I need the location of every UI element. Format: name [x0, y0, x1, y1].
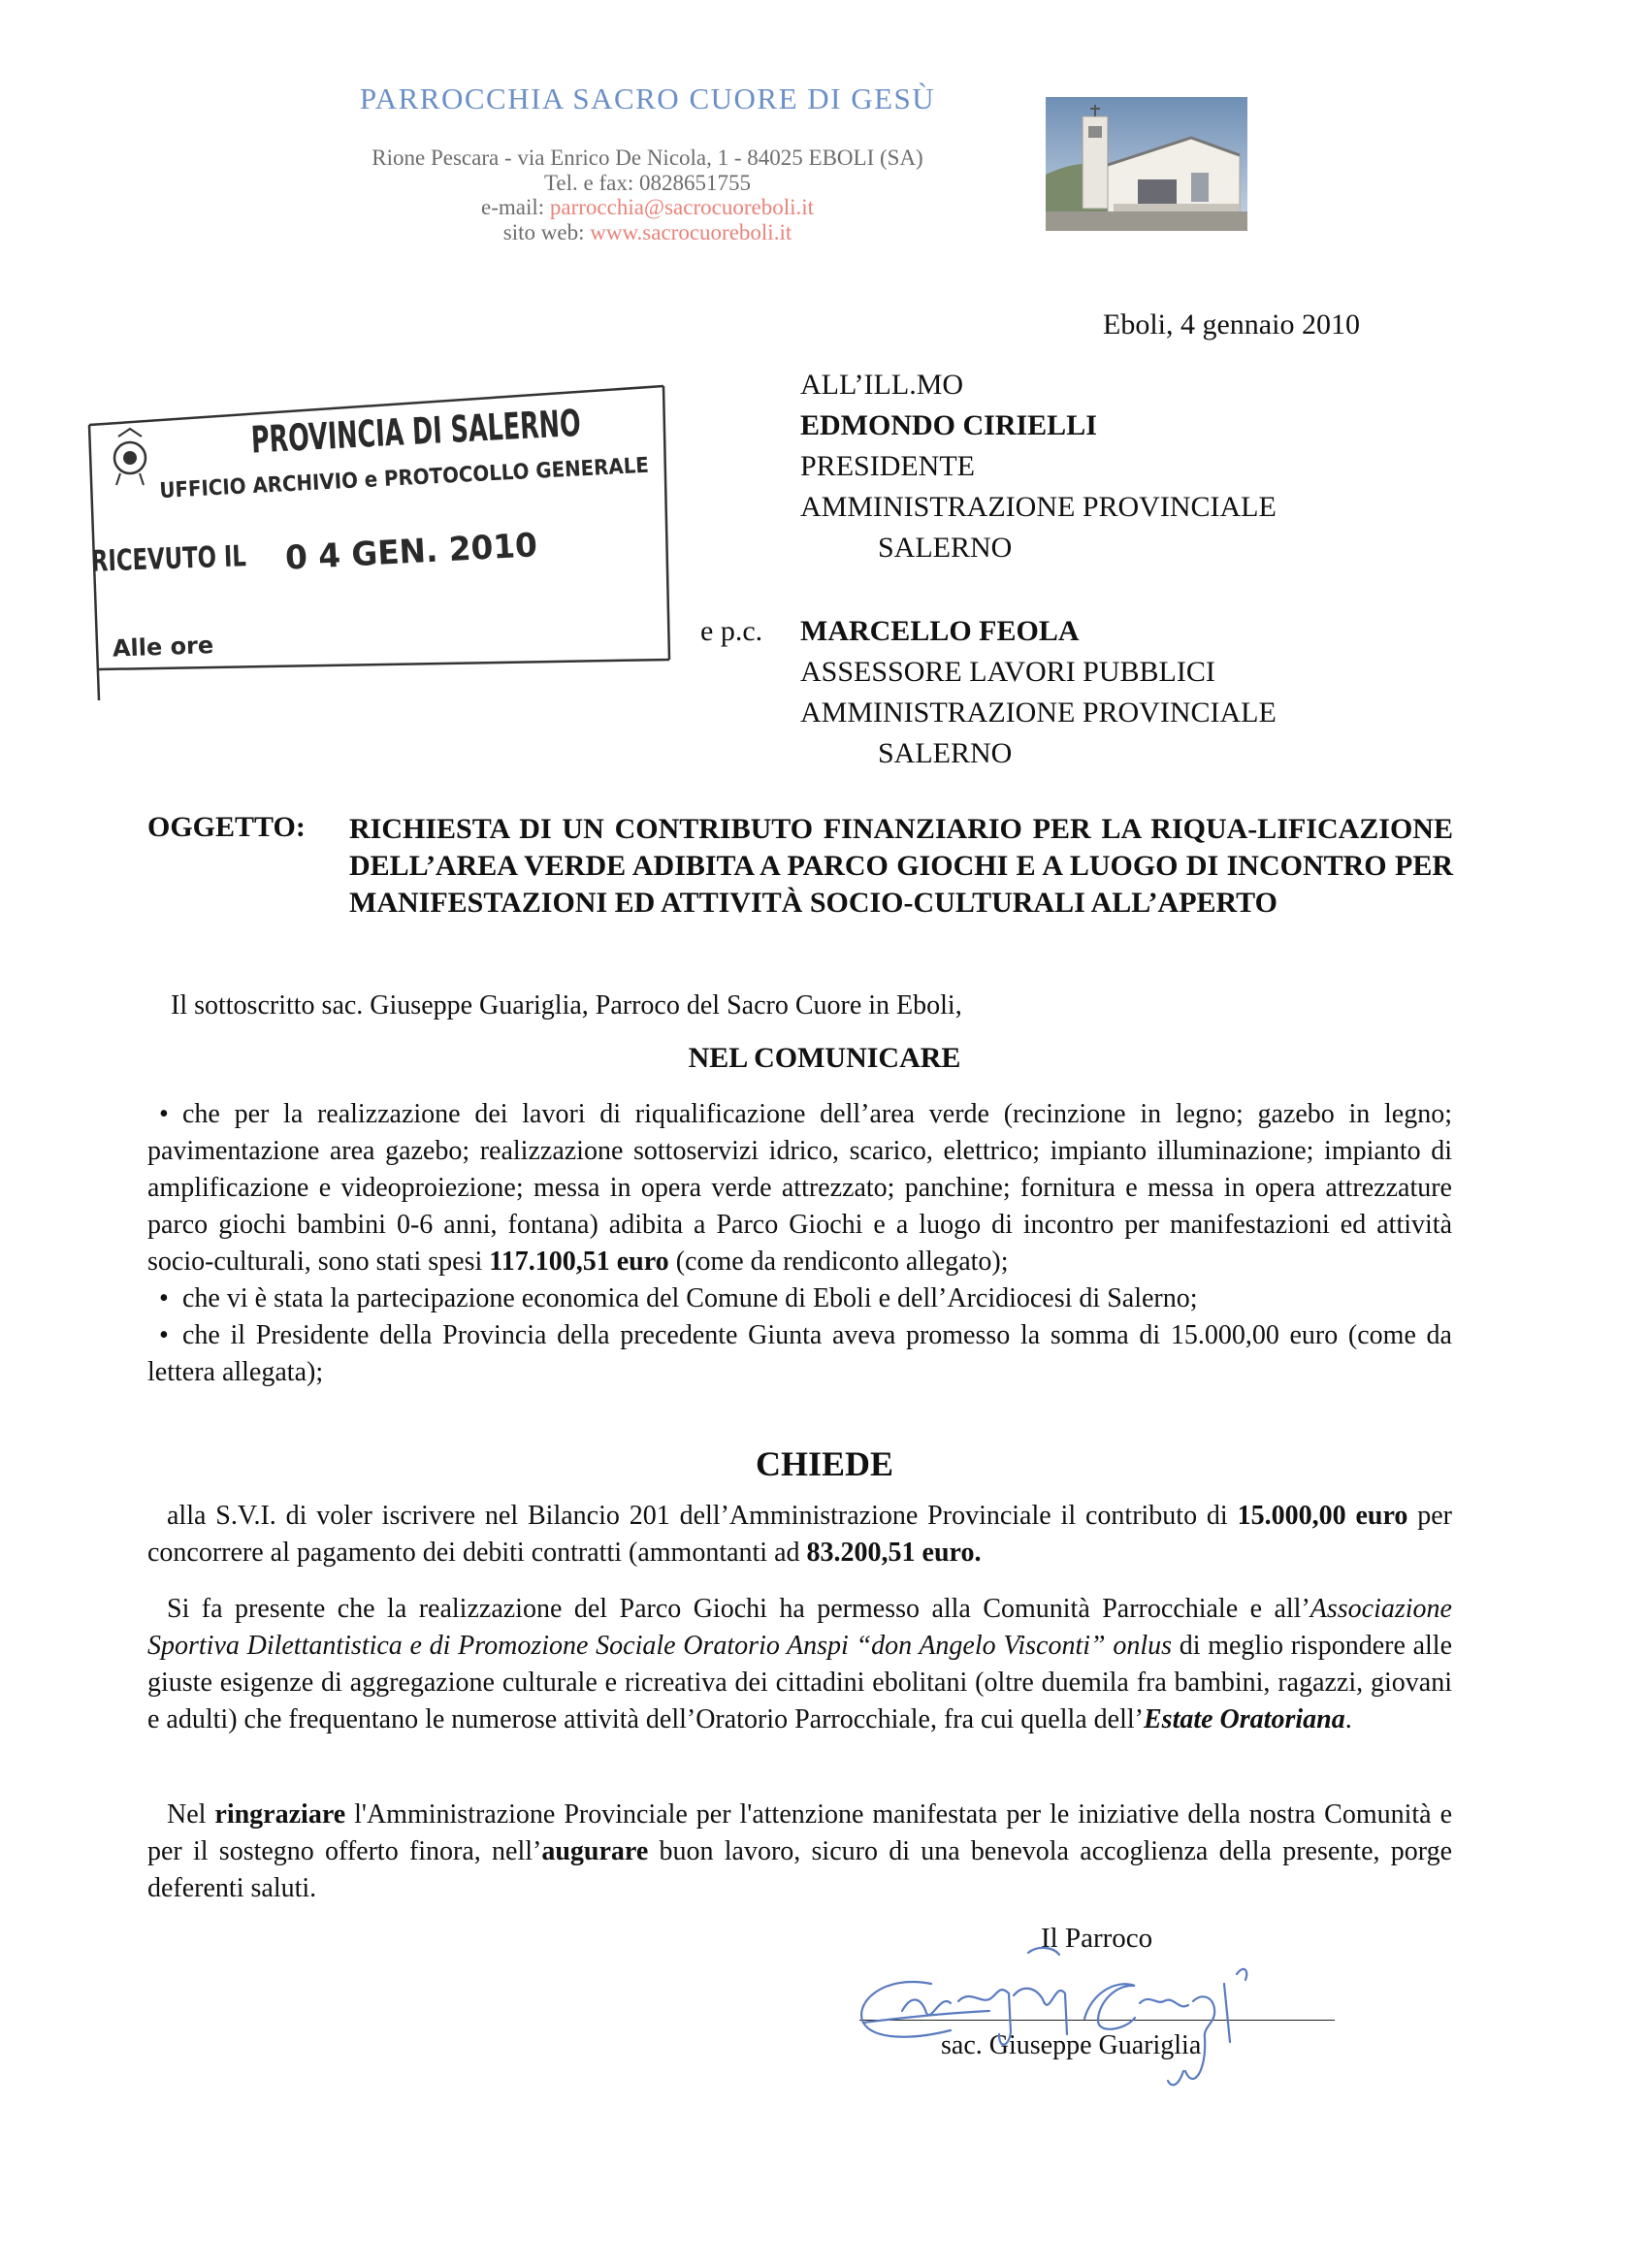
debt-amount: 83.200,51 euro.: [806, 1538, 982, 1568]
stamp-received-label: RICEVUTO IL: [90, 537, 297, 579]
heading-nel-comunicare: NEL COMUNICARE: [688, 1042, 961, 1074]
cc-block: [800, 611, 1277, 774]
recipient-block: [800, 365, 1277, 568]
paragraph-oratorio: [147, 1591, 1452, 1738]
estate-oratoriana: Estate Oratoriana: [1144, 1704, 1345, 1734]
signature-name: sac. Giuseppe Guariglia: [941, 2030, 1202, 2060]
handwritten-signature: [844, 1926, 1348, 2095]
para2-text-1: Si fa presente che la realizzazione del Parco Giochi ha permesso alla Comunità Parrocchiale e all’: [167, 1594, 1310, 1624]
parish-phone: Tel. e fax: 0828651755: [543, 171, 751, 195]
para3-bold-2: augurare: [541, 1836, 649, 1866]
web-link[interactable]: www.sacrocuoreboli.it: [590, 220, 792, 244]
bullet-2-text: che vi è stata la partecipazione economica del Comune di Eboli e dell’Arcidiocesi di Salerno;: [182, 1283, 1198, 1313]
heading-chiede: CHIEDE: [755, 1444, 894, 1483]
bullet-3-text: che il Presidente della Provincia della precedente Giunta aveva promesso la somma di 15.000,00 euro (come da lettera allegata);: [147, 1320, 1452, 1387]
cc-city: SALERNO: [878, 737, 1013, 769]
recipient-salutation: ALL’ILL.MO: [800, 369, 964, 401]
recipient-org: AMMINISTRAZIONE PROVINCIALE: [800, 491, 1277, 523]
recipient-name: EDMONDO CIRIELLI: [800, 409, 1097, 441]
recipient-role: PRESIDENTE: [800, 450, 975, 482]
recipient-city: SALERNO: [878, 532, 1013, 564]
para3-text-1: Nel: [167, 1799, 215, 1830]
bullet-1-amount: 117.100,51 euro: [489, 1247, 669, 1277]
request-paragraph: [147, 1498, 1452, 1571]
subject-text: RICHIESTA DI UN CONTRIBUTO FINANZIARIO PER LA RIQUA-LIFICAZIONE DELL’AREA VERDE ADIBITA A PARCO GIOCHI E A LUOGO DI INCONTRO PER MANIFESTAZIONI ED ATTIVITÀ SOCIO-CULTURALI ALL’APERTO: [349, 813, 1453, 919]
association-name: Associazione Sportiva Dilettantistica e di Promozione Sociale Oratorio Anspi “don Angelo Visconti” onlus: [147, 1594, 1452, 1661]
list-item: [147, 1280, 1452, 1317]
provincia-crest-icon: [114, 429, 146, 485]
parish-name: PARROCCHIA SACRO CUORE DI GESÙ: [359, 81, 936, 115]
para2-text-2: di meglio rispondere alle giuste esigenze di aggregazione culturale e ricreativa dei cittadini ebolitani (oltre duemila fra bambini, ragazzi, giovani e adulti) che frequentano le numerose attività dell’Oratorio Parrocchiale, fra cui quella dell’: [147, 1631, 1453, 1734]
para2-text-3: .: [1344, 1704, 1352, 1734]
request-text-1: alla S.V.I. di voler iscrivere nel Bilancio 201 dell’Amministrazione Provinciale il contributo di: [167, 1501, 1238, 1531]
cc-name: MARCELLO FEOLA: [800, 615, 1080, 647]
list-item: [147, 1096, 1452, 1280]
stamp-hour-label: Alle ore: [112, 632, 214, 663]
web-label: sito web:: [502, 220, 591, 244]
para3-text-2: l'Amministrazione Provinciale per l'attenzione manifestata per le iniziative della nostra Comunità e per il sostegno offerto finora, nell’: [147, 1799, 1453, 1866]
request-amount: 15.000,00 euro: [1237, 1501, 1408, 1531]
bullet-icon: •: [159, 1320, 169, 1350]
list-item: [147, 1317, 1452, 1391]
cc-role: ASSESSORE LAVORI PUBBLICI: [800, 656, 1215, 688]
para3-text-3: buon lavoro, sicuro di una benevola accoglienza della presente, porge deferenti saluti.: [147, 1836, 1452, 1903]
para3-bold-1: ringraziare: [214, 1799, 346, 1830]
church-photo: [1046, 97, 1247, 231]
signature-title: Il Parroco: [1041, 1923, 1153, 1954]
subject-label: OGGETTO:: [147, 811, 306, 843]
paragraph-closing: [147, 1797, 1452, 1907]
bullet-icon: •: [159, 1283, 169, 1313]
bullet-icon: •: [159, 1099, 169, 1129]
parish-address: Rione Pescara - via Enrico De Nicola, 1 - 84025 EBOLI (SA): [372, 146, 923, 170]
email-link[interactable]: parrocchia@sacrocuoreboli.it: [549, 195, 815, 219]
bullet-1-tail: (come da rendiconto allegato);: [668, 1247, 1009, 1277]
stamp-received-date: 0 4 GEN. 2010: [284, 525, 548, 578]
email-label: e-mail:: [480, 195, 550, 219]
bullet-1-text: che per la realizzazione dei lavori di riqualificazione dell’area verde (recinzione in legno; gazebo in legno; pavimentazione area gazebo; realizzazione sottoservizi idrico, scarico, elettrico; impianto illuminazione; impianto di amplificazione e videoproiezione; messa in opera verde attrezzato; panchine; fornitura e messa in opera attrezzature parco giochi bambini 0-6 anni, fontana) adibita a Parco Giochi e a luogo di incontro per manifestazioni ed attività socio-culturali, sono stati spesi: [147, 1099, 1452, 1277]
letter-date: Eboli, 4 gennaio 2010: [1103, 308, 1360, 340]
intro-text: Il sottoscritto sac. Giuseppe Guariglia, Parroco del Sacro Cuore in Eboli,: [171, 990, 962, 1021]
stamp-office: PROVINCIA DI SALERNO: [249, 393, 745, 462]
stamp-department: UFFICIO ARCHIVIO e PROTOCOLLO GENERALE: [158, 450, 704, 504]
request-text-2: per concorrere al pagamento dei debiti contratti (ammontanti ad: [147, 1501, 1452, 1568]
cc-prefix: e p.c.: [700, 615, 763, 647]
cc-org: AMMINISTRAZIONE PROVINCIALE: [800, 697, 1277, 729]
bullet-list: [147, 1096, 1452, 1391]
